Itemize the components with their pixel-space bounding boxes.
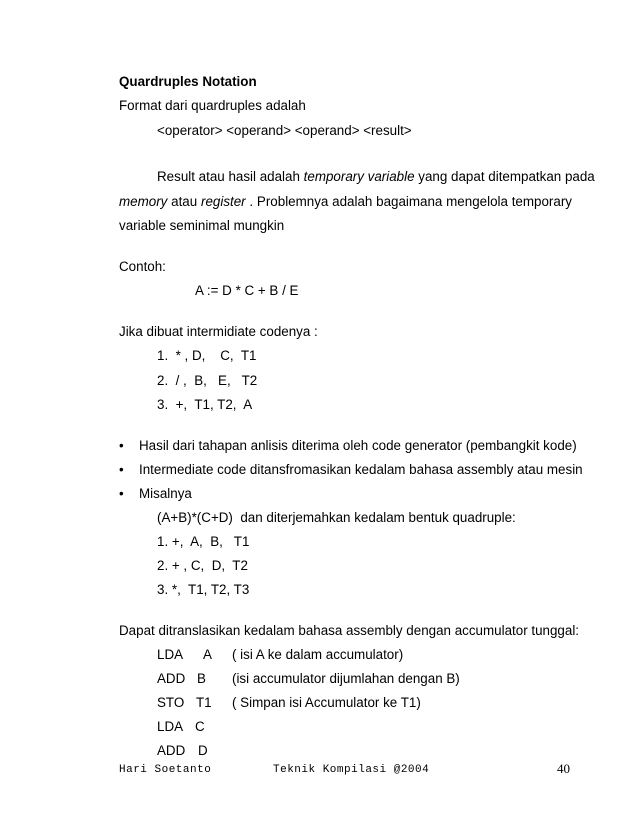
asm-arg: B xyxy=(197,671,206,686)
footer-title: Teknik Kompilasi @2004 xyxy=(273,764,430,776)
asm-op: ADD xyxy=(157,743,186,758)
code-line: 1. +, A, B, T1 xyxy=(157,534,250,549)
paragraph-line-2: memory atau register . Problemnya adalah bagaimana mengelola temporary xyxy=(119,194,572,209)
asm-op: ADD xyxy=(157,671,186,686)
bullet-glyph: • xyxy=(119,462,124,477)
asm-op: LDA xyxy=(157,647,184,662)
asm-op: LDA xyxy=(157,719,184,734)
contoh-label: Contoh: xyxy=(119,259,166,274)
bullet-text: Intermediate code ditansfromasikan kedalam bahasa assembly atau mesin xyxy=(139,462,583,477)
code-line: 3. +, T1, T2, A xyxy=(157,397,253,412)
contoh-expression: A := D * C + B / E xyxy=(195,283,299,298)
asm-comment: ( Simpan isi Accumulator ke T1) xyxy=(232,695,421,710)
intermediate-label: Jika dibuat intermidiate codenya : xyxy=(119,324,318,339)
footer-author: Hari Soetanto xyxy=(119,764,212,776)
bullet-text: Hasil dari tahapan anlisis diterima oleh code generator (pembangkit kode) xyxy=(139,438,577,453)
section-heading: Quardruples Notation xyxy=(119,74,257,89)
paragraph-line-3: variable seminimal mungkin xyxy=(119,218,285,233)
translate-label: Dapat ditranslasikan kedalam bahasa assembly dengan accumulator tunggal: xyxy=(119,623,580,638)
emphasis-register: register xyxy=(200,194,246,209)
bullet-glyph: • xyxy=(119,486,124,501)
page-number: 40 xyxy=(557,761,570,776)
emphasis-memory: memory xyxy=(119,194,168,209)
code-line: 2. / , B, E, T2 xyxy=(157,373,258,388)
asm-comment: (isi accumulator dijumlahan dengan B) xyxy=(232,671,460,686)
asm-arg: C xyxy=(195,719,205,734)
asm-arg: T1 xyxy=(196,695,212,710)
asm-arg: A xyxy=(203,647,212,662)
asm-arg: D xyxy=(198,743,208,758)
asm-comment: ( isi A ke dalam accumulator) xyxy=(232,647,404,662)
format-line: <operator> <operand> <operand> <result> xyxy=(157,123,412,138)
asm-op: STO xyxy=(157,695,185,710)
emphasis-temporary-variable: temporary variable xyxy=(303,169,415,184)
code-line: 2. + , C, D, T2 xyxy=(157,558,248,573)
code-line: 1. * , D, C, T1 xyxy=(157,348,257,363)
bullet-glyph: • xyxy=(119,438,124,453)
code-line: 3. *, T1, T2, T3 xyxy=(157,582,250,597)
misalnya-expression: (A+B)*(C+D) dan diterjemahkan kedalam bentuk quadruple: xyxy=(157,510,516,525)
bullet-text: Misalnya xyxy=(139,486,192,501)
paragraph-line-1: Result atau hasil adalah temporary variable yang dapat ditempatkan pada xyxy=(157,169,595,184)
intro-text: Format dari quardruples adalah xyxy=(119,98,306,113)
